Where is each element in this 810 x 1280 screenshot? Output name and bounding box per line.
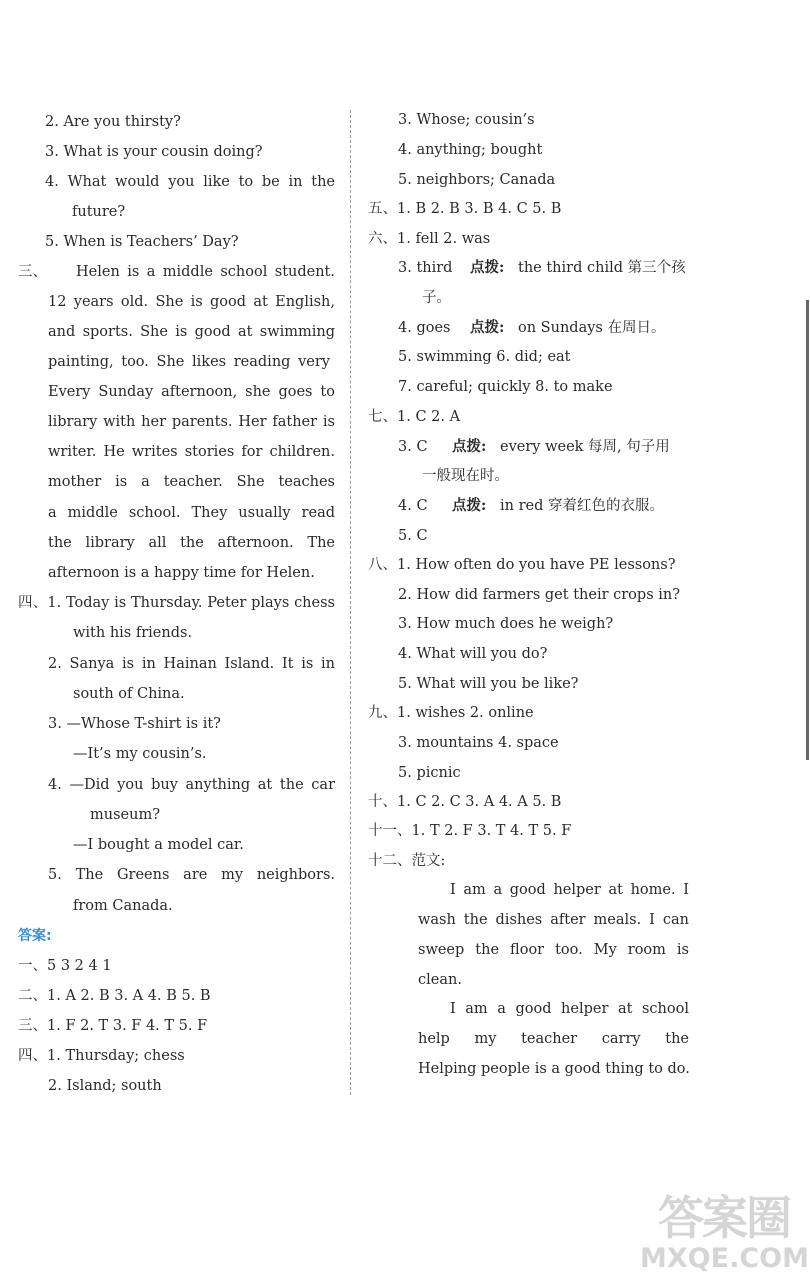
text-line: 4. goes	[398, 320, 451, 336]
text-line: 十二、范文:	[368, 853, 446, 869]
text-line: the third child 第三个孩	[518, 260, 686, 276]
text-line: 六、1. fell 2. was	[368, 231, 491, 247]
text-line: Helen is a middle school student.	[76, 264, 335, 280]
text-line: 七、1. C 2. A	[368, 409, 461, 425]
text-line: 十、1. C 2. C 3. A 4. A 5. B	[368, 794, 562, 810]
text-line: 7. careful; quickly 8. to make	[398, 379, 613, 395]
text-line: south of China.	[73, 686, 185, 702]
text-line: help my teacher carry the	[418, 1031, 689, 1047]
text-line: 5. neighbors; Canada	[398, 172, 556, 188]
text-line: 3. —Whose T-shirt is it?	[48, 716, 221, 732]
text-line: 四、1. Today is Thursday. Peter plays chess	[18, 595, 335, 611]
text-line: 5. swimming 6. did; eat	[398, 349, 571, 365]
text-line: the library all the afternoon. The	[48, 535, 335, 551]
text-line: 4. —Did you buy anything at the car	[48, 777, 335, 793]
text-line: writer. He writes stories for children.	[48, 444, 335, 460]
text-line: —I bought a model car.	[73, 837, 244, 853]
text-line: 一、5 3 2 4 1	[18, 958, 112, 974]
hint-label: 点拨:	[452, 497, 487, 514]
watermark	[640, 1190, 808, 1278]
text-line: 二、1. A 2. B 3. A 4. B 5. B	[18, 988, 211, 1004]
text-line: 4. anything; bought	[398, 142, 543, 158]
text-line: Every Sunday afternoon, she goes to	[48, 384, 335, 400]
text-line: 一般现在时。	[422, 468, 509, 484]
text-line: and sports. She is good at swimming	[48, 324, 335, 340]
text-line: —It’s my cousin’s.	[73, 746, 207, 762]
text-line: 5. picnic	[398, 765, 461, 781]
text-line: I am a good helper at school	[450, 1001, 689, 1017]
text-line: 五、1. B 2. B 3. B 4. C 5. B	[368, 201, 562, 217]
text-line: wash the dishes after meals. I can	[418, 912, 689, 928]
text-line: 3. What is your cousin doing?	[45, 144, 263, 160]
hint-label: 点拨:	[452, 438, 487, 455]
text-line: 十一、1. T 2. F 3. T 4. T 5. F	[368, 823, 572, 839]
text-line: 3. C	[398, 439, 428, 455]
text-line: 12 years old. She is good at English,	[48, 294, 335, 310]
watermark-logo-text: 答案圈	[658, 1191, 790, 1245]
text-line: sweep the floor too. My room is	[418, 942, 689, 958]
text-line: 4. C	[398, 498, 428, 514]
hint-label: 点拨:	[470, 259, 505, 276]
text-line: 5. When is Teachers’ Day?	[45, 234, 239, 250]
text-line: 3. mountains 4. space	[398, 735, 559, 751]
text-line: 九、1. wishes 2. online	[368, 705, 534, 721]
text-line: 3. Whose; cousin’s	[398, 112, 535, 128]
text-line: 八、1. How often do you have PE lessons?	[368, 557, 676, 573]
text-line: from Canada.	[73, 898, 173, 914]
text-line: Helping people is a good thing to do.	[418, 1061, 690, 1077]
text-line: 5. C	[398, 528, 428, 544]
text-line: 四、1. Thursday; chess	[18, 1048, 185, 1064]
text-line: a middle school. They usually read	[48, 505, 335, 521]
text-line: 4. What would you like to be in the	[45, 174, 335, 190]
page-edge-mark	[806, 300, 809, 760]
text-line: 3. How much does he weigh?	[398, 616, 614, 632]
text-line: 2. Sanya is in Hainan Island. It is in	[48, 656, 335, 672]
answers-heading: 答案:	[18, 928, 52, 944]
text-line: 3. third	[398, 260, 453, 276]
text-line: with his friends.	[73, 625, 193, 641]
text-line: future?	[72, 204, 126, 220]
column-divider	[350, 110, 351, 1095]
text-line: I am a good helper at home. I	[450, 882, 689, 898]
text-line: 三、1. F 2. T 3. F 4. T 5. F	[18, 1018, 208, 1034]
text-line: 2. Are you thirsty?	[45, 114, 181, 130]
text-line: museum?	[90, 807, 160, 823]
watermark-url: MXQE.COM	[640, 1243, 809, 1274]
text-line: in red 穿着红色的衣服。	[500, 498, 664, 514]
text-line: mother is a teacher. She teaches	[48, 474, 335, 490]
text-line: 2. Island; south	[48, 1078, 162, 1094]
text-line: on Sundays 在周日。	[518, 320, 666, 336]
text-line: every week 每周, 句子用	[500, 439, 670, 455]
text-line: afternoon is a happy time for Helen.	[48, 565, 315, 581]
text-line: 子。	[422, 290, 451, 306]
text-line: 5. The Greens are my neighbors.	[48, 867, 335, 883]
text-line: 2. How did farmers get their crops in?	[398, 587, 680, 603]
text-line: 4. What will you do?	[398, 646, 548, 662]
section-label: 三、	[18, 264, 47, 280]
text-line: clean.	[418, 972, 462, 988]
text-line: 5. What will you be like?	[398, 676, 579, 692]
text-line: painting, too. She likes reading very	[48, 354, 330, 370]
text-line: library with her parents. Her father is	[48, 414, 335, 430]
hint-label: 点拨:	[470, 319, 505, 336]
